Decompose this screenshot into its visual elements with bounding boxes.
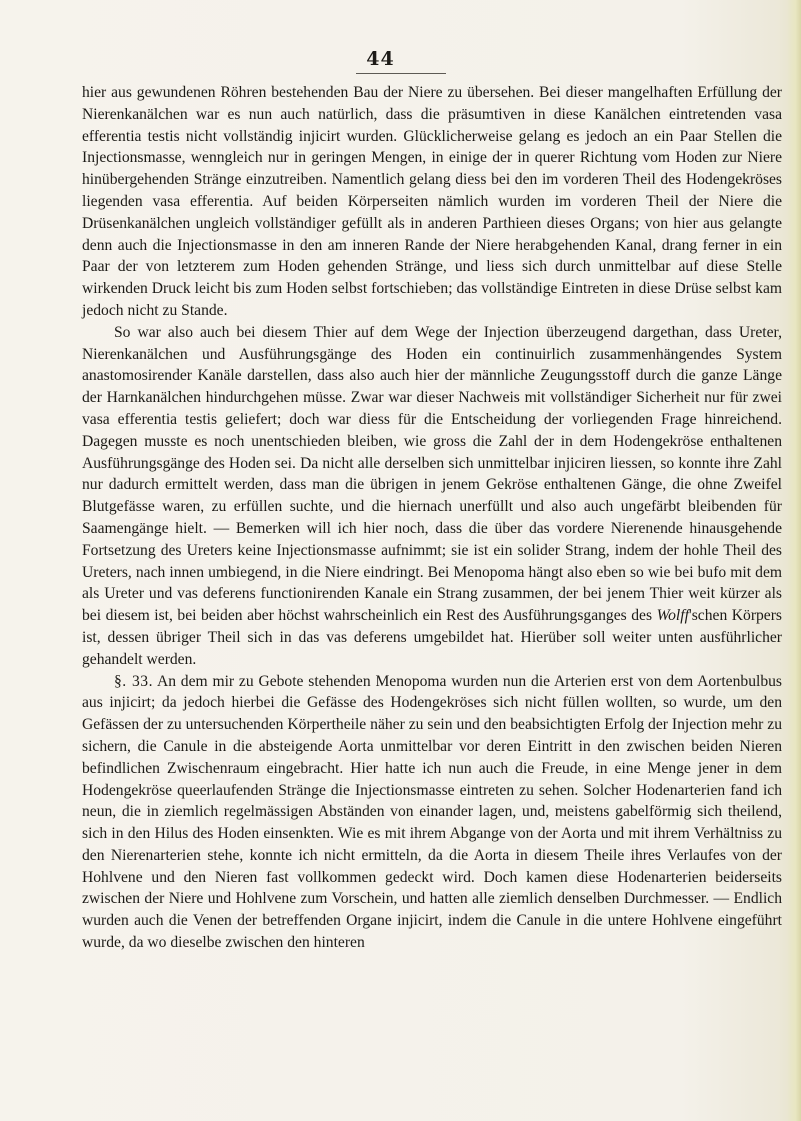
- page-number: [0, 48, 801, 70]
- paragraph-2-italic-name: Wolff: [656, 607, 689, 625]
- paragraph-3-text: An dem mir zu Gebote stehenden Menopoma wurden nun die Arterien erst von dem Aortenbulbus aus injicirt; da jedoch hierbei die Gefässe des Hodengekröses sich nicht füllen wollten, so wurde, um den Gefässen der zu untersuchenden Körpertheile näher zu sein und den beabsichtigten Erfolg der Injection mehr zu sichern, die Canule in die absteigende Aorta unmittelbar vor deren Eintritt in den zwischen beiden Nieren befindlichen Zwischenraum eingebracht. Hier hatte ich nun auch die Freude, in eine Menge jener in dem Hodengekröse queerlaufenden Stränge die Injectionsmasse eintreten zu sehen. Solcher Hodenarterien fand ich neun, die in ziemlich regelmässigen Abständen von einander lagen, und, meistens gabelförmig sich theilend, sich in den Hilus des Hoden einsenkten. Wie es mit ihrem Abgange von der Aorta und mit ihrem Verhältniss zu den Nierenarterien stehe, konnte ich nicht ermitteln, da die Aorta in diesem Theile ihres Verlaufes von der Hohlvene und den Nieren fast vollkommen gedeckt wird. Doch kamen diese Hodenarterien beiderseits zwischen der Niere und Hohlvene zum Vorschein, und hatten alle ziemlich denselben Durchmesser. — Endlich wurden auch die Venen der betreffenden Organe injicirt, indem die Canule in die untere Hohlvene eingeführt wurde, da wo dieselbe zwischen den hinteren: [82, 672, 782, 952]
- paragraph-2: [82, 322, 782, 671]
- header-rule: [356, 73, 446, 74]
- paragraph-3: [82, 671, 782, 954]
- body-text: [82, 82, 782, 954]
- paragraph-1: [82, 82, 782, 322]
- paragraph-2-text: So war also auch bei diesem Thier auf dem Wege der Injection überzeugend dargethan, dass Ureter, Nierenkanälchen und Ausführungsgänge des Hoden ein continuirlich zusammenhängendes System anastomosirender Kanäle darstellen, dass also auch hier der männliche Zeugungsstoff durch die ganze Länge der Harnkanälchen hindurchgehen müsse. Zwar war dieser Nachweis mit vollständiger Sicherheit nur für zwei vasa efferentia testis geliefert; doch war diess für die Entscheidung der vorliegenden Frage hinreichend. Dagegen musste es noch unentschieden bleiben, wie gross die Zahl der in dem Hodengekröse enthaltenen Ausführungsgänge des Hoden sei. Da nicht alle derselben sich unmittelbar injiciren liessen, so konnte ihre Zahl nur dadurch ermittelt werden, dass man die übrigen in jenem Gekröse enthaltenen Gänge, die ohne Zweifel Blutgefässe waren, zu erfüllen suchte, und die hiernach unerfüllt und also auch ungefärbt bleibenden für Saamengänge hielt. — Bemerken will ich hier noch, dass die über das vordere Nierenende hinausgehende Fortsetzung des Ureters keine Injectionsmasse aufnimmt; sie ist ein solider Strang, indem der hohle Theil des Ureters, nach innen umbiegend, in die Niere eindringt. Bei Menopoma hängt also eben so wie bei bufo mit dem als Ureter und vas deferens functionirenden Kanale ein Strang zusammen, der bei jenem Thier weit kürzer als bei diesem ist, bei beiden aber höchst wahrscheinlich ein Rest des Ausführungsganges des: [82, 323, 782, 625]
- page-number-text: 44: [366, 48, 395, 70]
- page-edge-discoloration: [787, 0, 801, 1121]
- paragraph-2-text-after: 'schen Körpers ist, dessen übriger Theil sich in das vas deferens umgebildet hat. Hierüber soll weiter unten ausführlicher gehandelt werden.: [82, 607, 782, 668]
- section-number: §. 33.: [114, 672, 153, 690]
- paragraph-1-text: hier aus gewundenen Röhren bestehenden Bau der Niere zu übersehen. Bei dieser mangelhaften Erfüllung der Nierenkanälchen war es nun auch natürlich, dass die präsumtiven in diese Kanälchen eintretenden vasa efferentia testis nicht vollständig injicirt wurden. Glücklicherweise gelang es jedoch an ein Paar Stellen die Injectionsmasse, wenngleich nur in geringen Mengen, in einige der in querer Richtung vom Hoden zur Niere hinübergehenden Stränge einzutreiben. Namentlich gelang diess bei den im vorderen Theil des Hodengekröses liegenden vasa efferentia. Auf beiden Körperseiten nämlich wurden im vorderen Theil der Niere die Drüsenkanälchen ungleich vollständiger gefüllt als in anderen Parthieen dieses Organs; von hier aus gelangte denn auch die Injectionsmasse in den am inneren Rande der Niere herabgehenden Kanal, drang ferner in ein Paar der von letzterem zum Hoden gehenden Stränge, und liess sich durch unmittelbar auf diese Stelle wirkenden Druck leicht bis zum Hoden selbst fortschieben; das vollständige Eintreten in diese Drüse selbst kam jedoch nicht zu Stande.: [82, 84, 782, 319]
